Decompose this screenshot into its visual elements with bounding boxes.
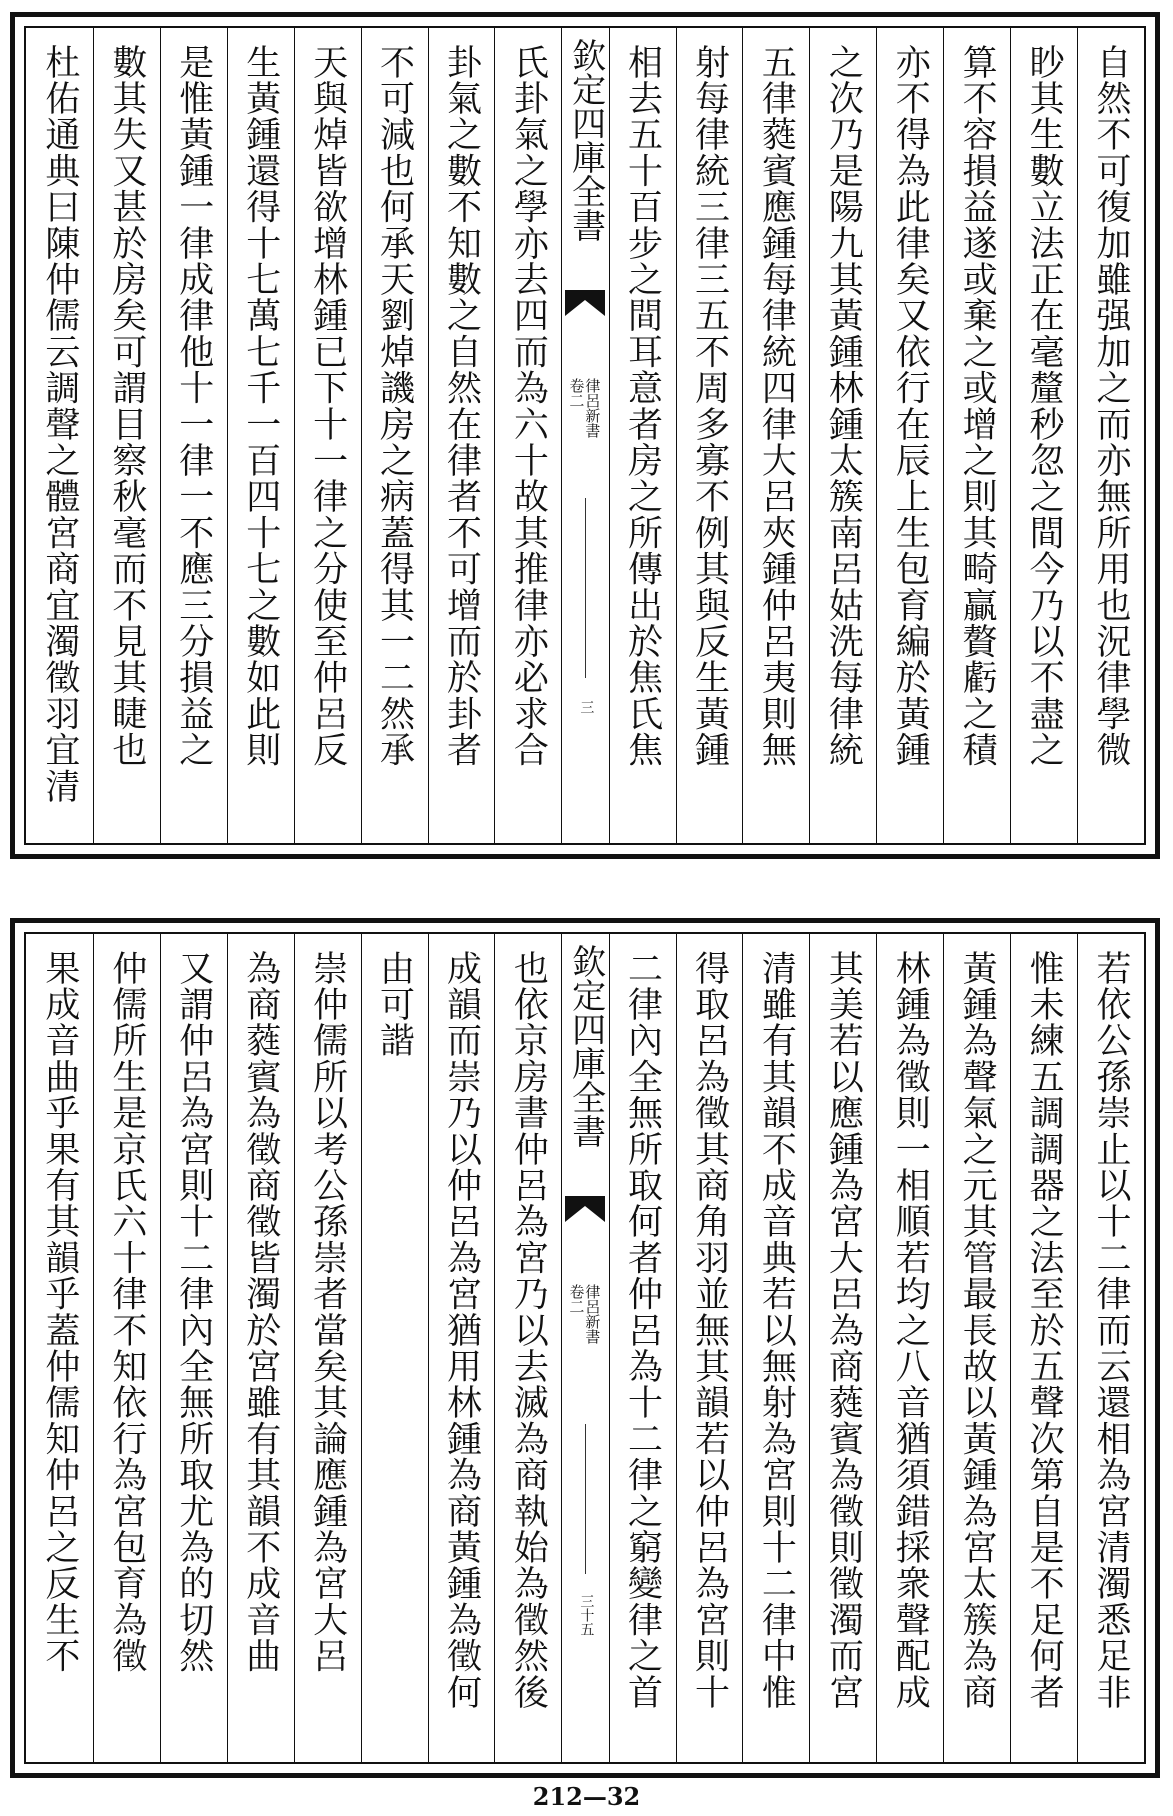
center-divider-line [585,1424,586,1574]
text-column: 也依京房書仲呂為宮乃以去滅為商執始為徵然後 [494,934,561,1762]
center-title: 欽定四庫全書 [565,944,606,1148]
center-title: 欽定四庫全書 [565,38,606,242]
text-column: 清雖有其韻不成音典若以無射為宮則十二律中惟 [742,934,809,1762]
text-column: 崇仲儒所以考公孫崇者當矣其論應鍾為宮大呂 [294,934,361,1762]
text-column: 天與焯皆欲增林鍾已下十一律之分使至仲呂反 [294,28,361,843]
text-column: 其美若以應鍾為宮大呂為商蕤賓為徵則徵濁而宮 [809,934,876,1762]
text-column: 黃鍾為聲氣之元其管最長故以黃鍾為宮太簇為商 [943,934,1010,1762]
text-column: 二律內全無所取何者仲呂為十二律之窮變律之首 [609,934,676,1762]
text-column: 卦氣之數不知數之自然在律者不可增而於卦者 [428,28,495,843]
text-column: 惟未練五調調器之法至於五聲次第自是不足何者 [1010,934,1077,1762]
text-column: 氏卦氣之學亦去四而為六十故其推律亦必求合 [494,28,561,843]
fishtail-mark-icon [565,290,605,316]
center-fold-column [561,934,608,1762]
text-column: 眇其生數立法正在毫釐秒忽之間今乃以不盡之 [1010,28,1077,843]
center-divider-line [585,498,586,678]
text-column: 之次乃是陽九其黃鍾林鍾太簇南呂姑洗每律統 [809,28,876,843]
center-volume: 卷二 [567,378,586,408]
text-column: 仲儒所生是京氏六十律不知依行為宮包育為徵 [93,934,160,1762]
text-column: 相去五十百步之間耳意者房之所傳出於焦氏焦 [609,28,676,843]
center-fold-column [561,28,608,843]
text-column: 算不容損益遂或棄之或增之則其畸贏贅虧之積 [943,28,1010,843]
text-column: 又謂仲呂為宮則十二律內全無所取尤為的切然 [160,934,227,1762]
folio-number: 三 [578,700,595,714]
text-column: 射每律統三律三五不周多寡不例其與反生黃鍾 [676,28,743,843]
folio-number: 三十五 [578,1594,595,1636]
text-column: 杜佑通典曰陳仲儒云調聲之體宮商宜濁徵羽宜清 [39,44,80,805]
text-column: 是惟黃鍾一律成律他十一律一不應三分損益之 [160,28,227,843]
text-column: 亦不得為此律矣又依行在辰上生包育編於黃鍾 [876,28,943,843]
top-page [10,12,1160,859]
center-book-title: 律呂新書 [583,1284,602,1344]
text-column: 得取呂為徵其商角羽並無其韻若以仲呂為宮則十 [676,934,743,1762]
text-column: 數其失又甚於房矣可謂目察秋毫而不見其睫也 [93,28,160,843]
center-volume: 卷二 [567,1284,586,1314]
text-column: 不可減也何承天劉焯譏房之病蓋得其一二然承 [361,28,428,843]
page-number: 212—32 [532,1782,641,1811]
text-column: 果成音曲乎果有其韻乎蓋仲儒知仲呂之反生不 [39,950,80,1674]
fishtail-mark-icon [565,1196,605,1222]
text-column: 由可諧 [361,934,428,1762]
text-column: 五律蕤賓應鍾每律統四律大呂夾鍾仲呂夷則無 [742,28,809,843]
bottom-page [10,918,1160,1778]
text-column: 生黃鍾還得十七萬七千一百四十七之數如此則 [227,28,294,843]
text-column: 自然不可復加雖强加之而亦無所用也況律學微 [1077,28,1144,843]
text-column: 為商蕤賓為徵商徵皆濁於宮雖有其韻不成音曲 [227,934,294,1762]
top-page-text-frame [24,26,1146,845]
bottom-page-text-frame [24,932,1146,1764]
text-column: 若依公孫崇止以十二律而云還相為宮清濁悉足非 [1077,934,1144,1762]
text-column: 林鍾為徵則一相順若均之八音猶須錯採衆聲配成 [876,934,943,1762]
text-column: 成韻而崇乃以仲呂為宮猶用林鍾為商黃鍾為徵何 [428,934,495,1762]
center-book-title: 律呂新書 [583,378,602,438]
